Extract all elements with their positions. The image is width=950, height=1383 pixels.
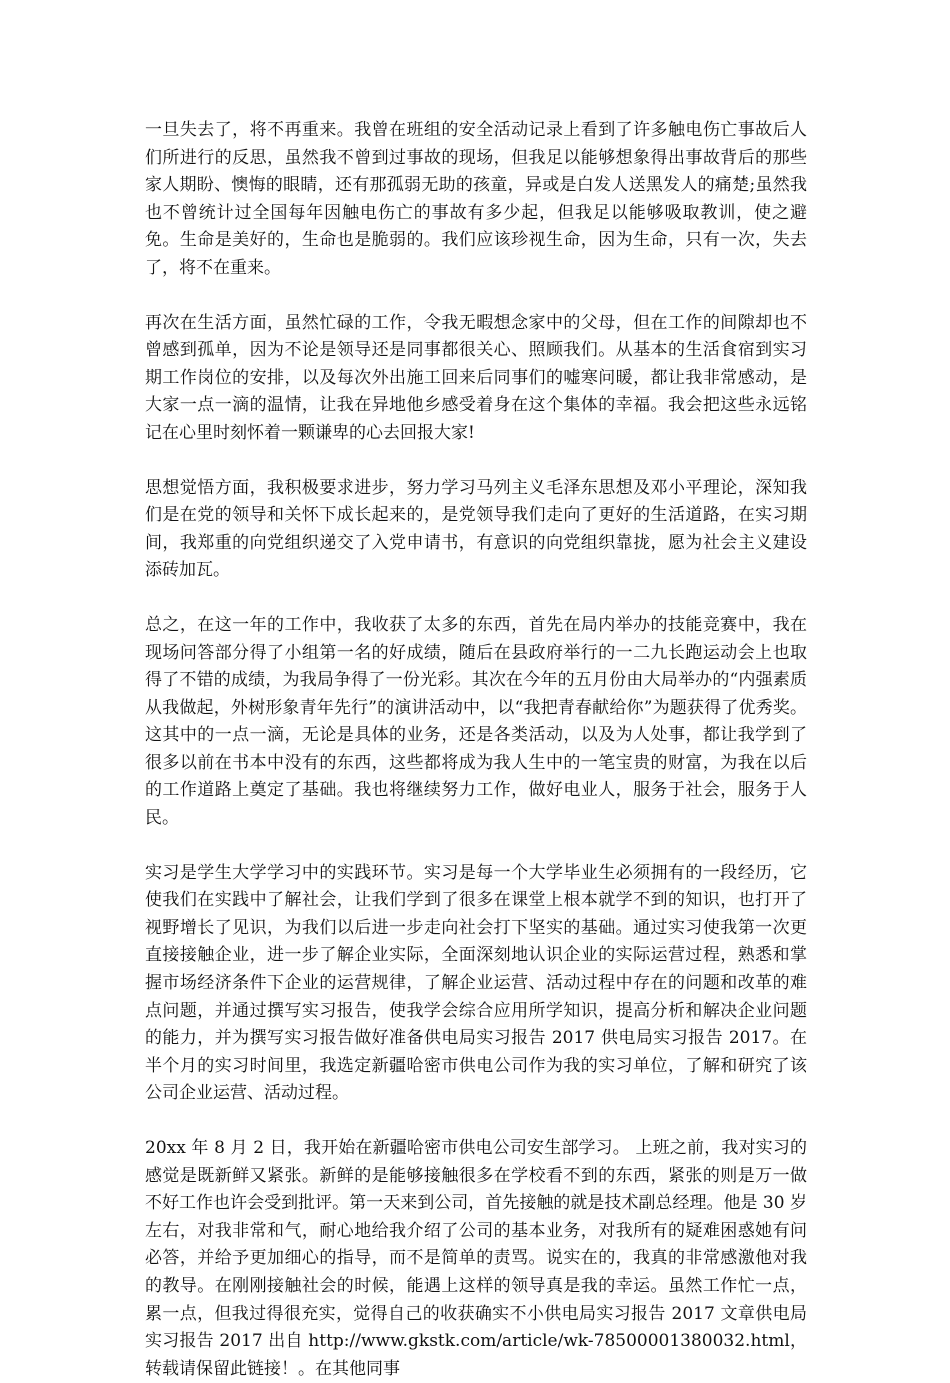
paragraph-summary: 总之，在这一年的工作中，我收获了太多的东西，首先在局内举办的技能竞赛中，我在现场问答部分得了小组第一名的好成绩，随后在县政府举行的一二九长跑运动会上也取得了不错的成绩，为我局争得了一份光彩。其次在今年的五月份由大局举办的“内强素质从我做起，外树形象青年先行”的演讲活动中，以“我把青春献给你”为题获得了优秀奖。这其中的一点一滴，无论是具体的业务，还是各类活动，以及为人处事，都让我学到了很多以前在书本中没有的东西，这些都将成为我人生中的一笔宝贵的财富，为我在以后的工作道路上奠定了基础。我也将继续努力工作，做好电业人，服务于社会，服务于人民。 xyxy=(145,614,807,829)
paragraph-first-day: 20xx 年 8 月 2 日，我开始在新疆哈密市供电公司安生部学习。 上班之前，我对实习的感觉是既新鲜又紧张。新鲜的是能够接触很多在学校看不到的东西，紧张的则是万一做不好工作也许会受到批评。第一天来到公司，首先接触的就是技术副总经理。他是 30 岁左右，对我非常和气，耐心地给我介绍了公司的基本业务，对我所有的疑难困惑她有问必答，并给予更加细心的指导，而不是简单的责骂。说实在的，我真的非常感激他对我的教导。在刚刚接触社会的时候，能遇上这样的领导真是我的幸运。虽然工作忙一点，累一点，但我过得很充实，觉得自己的收获确实不小供电局实习报告 2017 文章供电局实习报告 2017 出自 http://www.gkstk.com/article/wk-78500001380032.html，转载请保留此链接！。在其他同事 xyxy=(145,1138,807,1379)
paragraph-daily-life: 再次在生活方面，虽然忙碌的工作，令我无暇想念家中的父母，但在工作的间隙却也不曾感到孤单，因为不论是领导还是同事都很关心、照顾我们。从基本的生活食宿到实习期工作岗位的安排，以及每次外出施工回来后同事们的嘘寒问暖，都让我非常感动，是大家一点一滴的温情，让我在异地他乡感受着身在这个集体的幸福。我会把这些永远铭记在心里时刻怀着一颗谦卑的心去回报大家! xyxy=(145,312,807,443)
document-body xyxy=(145,117,807,1383)
paragraph-ideology: 思想觉悟方面，我积极要求进步，努力学习马列主义毛泽东思想及邓小平理论，深知我们是在党的领导和关怀下成长起来的，是党领导我们走向了更好的生活道路，在实习期间，我郑重的向党组织递交了入党申请书，有意识的向党组织靠拢，愿为社会主义建设添砖加瓦。 xyxy=(145,477,807,581)
paragraph-safety-reflection: 一旦失去了，将不再重来。我曾在班组的安全活动记录上看到了许多触电伤亡事故后人们所进行的反思，虽然我不曾到过事故的现场，但我足以能够想象得出事故背后的那些家人期盼、懊悔的眼睛，还有那孤弱无助的孩童，异或是白发人送黑发人的痛楚;虽然我也不曾统计过全国每年因触电伤亡的事故有多少起，但我足以能够吸取教训，使之避免。生命是美好的，生命也是脆弱的。我们应该珍视生命，因为生命，只有一次，失去了，将不在重来。 xyxy=(145,120,807,278)
paragraph-internship-intro: 实习是学生大学学习中的实践环节。实习是每一个大学毕业生必须拥有的一段经历，它使我们在实践中了解社会，让我们学到了很多在课堂上根本就学不到的知识，也打开了视野增长了见识，为我们以后进一步走向社会打下坚实的基础。通过实习使我第一次更直接接触企业，进一步了解企业实际，全面深刻地认识企业的实际运营过程，熟悉和掌握市场经济条件下企业的运营规律，了解企业运营、活动过程中存在的问题和改革的难点问题，并通过撰写实习报告，使我学会综合应用所学知识，提高分析和解决企业问题的能力，并为撰写实习报告做好准备供电局实习报告 2017 供电局实习报告 2017。在半个月的实习时间里，我选定新疆哈密市供电公司作为我的实习单位，了解和研究了该公司企业运营、活动过程。 xyxy=(145,862,807,1104)
